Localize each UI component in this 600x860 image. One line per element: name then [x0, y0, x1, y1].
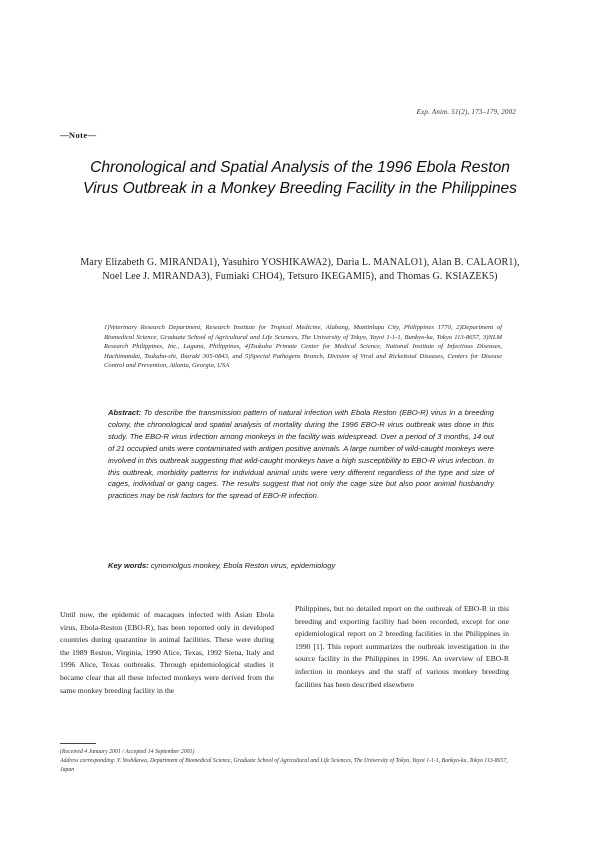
keywords — [108, 560, 494, 571]
footnote-address: Address corresponding: Y. Yoshikawa, Department of Biomedical Science, Graduate School of Agricultural and Life Sciences, The University of Tokyo, Yayoi 1-1-1, Bunkyo-ku, Tokyo 113-8657, Japan — [60, 758, 508, 773]
keywords-label: Key words: — [108, 561, 149, 570]
author-list: Mary Elizabeth G. MIRANDA1), Yasuhiro YOSHIKAWA2), Daria L. MANALO1), Alan B. CALAOR1), Noel Lee J. MIRANDA3), Fumiaki CHO4), Tetsuro IKEGAMI5), and Thomas G. KSIAZEK5) — [80, 257, 520, 282]
footnotes — [60, 748, 512, 775]
journal-reference: Exp. Anim. 51(2), 173–179, 2002 — [416, 108, 516, 116]
footnote-received: (Received 4 January 2001 / Accepted 14 September 2001) — [60, 749, 195, 755]
abstract-text: To describe the transmission pattern of natural infection with Ebola Reston (EBO-R) virus in a breeding colony, the chronological and spatial analysis of mortality during the 1996 EBO-R virus outbreak was done in this study. The EBO-R virus infection among monkeys in the facility was widespread. Over a period of 3 months, 14 out of 21 occupied units were contaminated with antigen positive animals. A large number of wild-caught monkeys were involved in this outbreak suggesting that wild-caught monkeys have a high susceptibility to EBO-R virus infection. In this outbreak, morbidity patterns for individual animal units were very different regardless of the type and size of cages, individual or gang cages. The results suggest that not only the cage size but also poor animal husbandry practices may be risk factors for the spread of EBO-R infection. — [108, 408, 494, 501]
abstract-label: Abstract: — [108, 408, 142, 417]
body-column-left: Until now, the epidemic of macaques infected with Asian Ebola virus, Ebola-Reston (EBO-R), has been reported only in developed countries during quarantine in animal facilities. These were during the 1989 Reston, Virginia, 1990 Alice, Texas, 1992 Siena, Italy and 1996 Alice, Texas outbreaks. Through epidemiological studies it became clear that all these infected monkeys were derived from the same monkey breeding facility in the — [60, 610, 274, 695]
affiliations: 1)Veterinary Research Department, Research Institute for Tropical Medicine, Alabang, Muntinlupa City, Philippines 1770, 2)Department of Biomedical Science, Graduate School of Agricultural and Life Sciences, The University of Tokyo, Yayoi 1-1-1, Bunkyo-ku, Tokyo 113-8657, 3)NLM Research Philippines, Inc., Laguna, Philippines, 4)Tsukuba Primate Center for Medical Science, National Institute of Infectious Diseases, Hachimandai, Tsukuba-shi, Ibaraki 305-0843, and 5)Special Pathogens Branch, Division of Viral and Rickettsial Diseases, Centers for Disease Control and Prevention, Atlanta, Georgia, USA — [104, 324, 502, 370]
note-label: —Note— — [60, 130, 97, 140]
keywords-text: cynomolgus monkey, Ebola Reston virus, epidemiology — [150, 561, 336, 570]
body-column-right: Philippines, but no detailed report on the outbreak of EBO-R in this breeding and exporting facility had been recorded, except for one epidemiological report on 2 breeding facilities in the Philippines in 1990 [1]. This report summarizes the outbreak investigation in the source facility in the Philippines in 1996. An overview of EBO-R infection in monkeys and the staff of various monkey breeding facilities has been described elsewhere — [295, 604, 509, 689]
article-title: Chronological and Spatial Analysis of the 1996 Ebola Reston Virus Outbreak in a Monkey Breeding Facility in the Philippines — [83, 159, 517, 197]
abstract — [108, 407, 494, 502]
footnote-rule — [60, 743, 96, 744]
